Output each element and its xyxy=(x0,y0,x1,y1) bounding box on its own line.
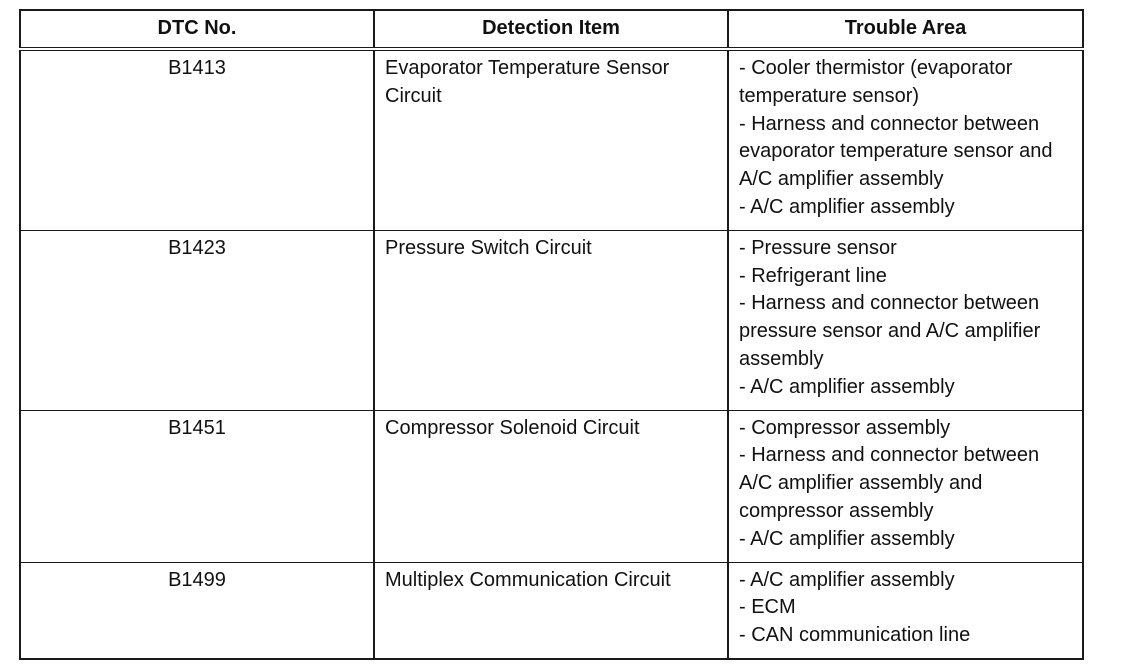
detection-item: Evaporator Temperature Sensor Circuit xyxy=(374,49,728,230)
trouble-area-line: - Harness and connector between pressure sensor and A/C amplifier assembly xyxy=(739,292,1046,370)
detection-item: Pressure Switch Circuit xyxy=(374,230,728,410)
table-header-row xyxy=(20,10,1083,49)
detection-item: Compressor Solenoid Circuit xyxy=(374,410,728,562)
trouble-area-line: - Harness and connector between A/C amplifier assembly and compressor assembly xyxy=(739,444,1044,522)
trouble-area xyxy=(728,230,1083,410)
trouble-area-line: - A/C amplifier assembly xyxy=(739,375,955,398)
dtc-code: B1413 xyxy=(20,49,374,230)
trouble-area-line: - ECM xyxy=(739,596,796,619)
dtc-code: B1451 xyxy=(20,410,374,562)
dtc-code: B1499 xyxy=(20,562,374,659)
trouble-area-line: - Pressure sensor xyxy=(739,236,897,259)
trouble-area-line: - Harness and connector between evaporator temperature sensor and A/C amplifier assembly xyxy=(739,112,1057,191)
dtc-code: B1423 xyxy=(20,230,374,410)
trouble-area-line: - A/C amplifier assembly xyxy=(739,527,955,550)
trouble-area xyxy=(728,410,1083,562)
header-trouble-area: Trouble Area xyxy=(728,10,1083,49)
header-dtc-no: DTC No. xyxy=(20,10,374,49)
table-row xyxy=(20,562,1083,659)
trouble-area-line: - A/C amplifier assembly xyxy=(739,195,955,218)
trouble-area xyxy=(728,562,1083,659)
trouble-area xyxy=(728,49,1083,230)
detection-item: Multiplex Communication Circuit xyxy=(374,562,728,659)
trouble-area-line: - Cooler thermistor (evaporator temperature sensor) xyxy=(739,57,1018,107)
trouble-area-line: - Compressor assembly xyxy=(739,416,951,439)
dtc-table xyxy=(19,9,1084,660)
header-detection-item: Detection Item xyxy=(374,10,728,49)
trouble-area-line: - Refrigerant line xyxy=(739,264,887,287)
trouble-area-line: - CAN communication line xyxy=(739,624,971,647)
trouble-area-line: - A/C amplifier assembly xyxy=(739,568,955,591)
table-row xyxy=(20,49,1083,230)
table-row xyxy=(20,410,1083,562)
table-row xyxy=(20,230,1083,410)
